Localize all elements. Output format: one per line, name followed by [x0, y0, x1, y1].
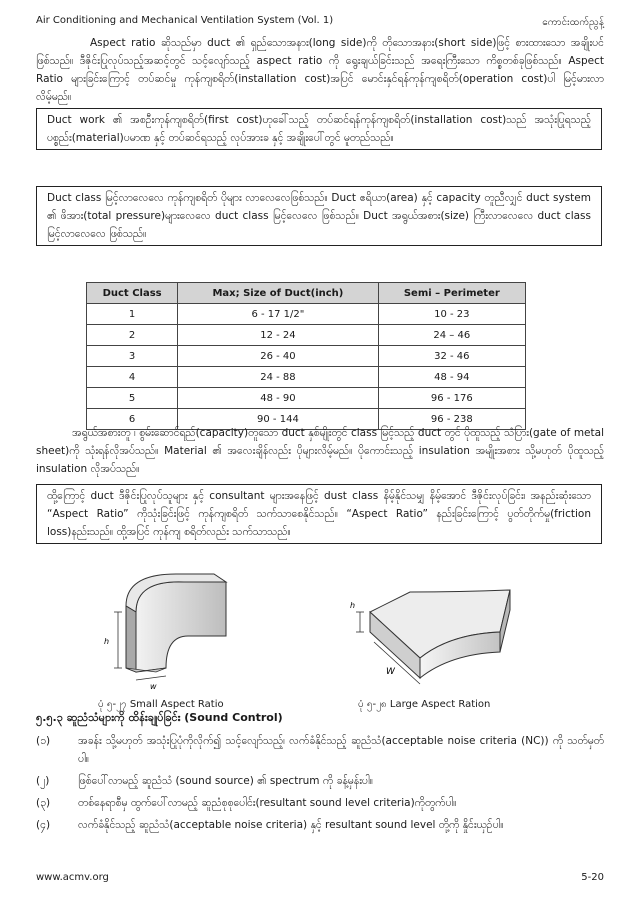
list-number: (၄) — [36, 819, 51, 831]
small-aspect-ratio-diagram — [92, 572, 242, 690]
list-text: အခန်း သို့မဟုတ် အသုံးပြုပုံကိုလိုက်၍ သင့်လျော်သည့်၊ လက်ခံနိုင်သည့် ဆူညံသံ(acceptable noise criteria (NC)) ကို သတ်မှတ်ပါ။ — [78, 735, 604, 765]
header-title: Air Conditioning and Mechanical Ventilation System (Vol. 1) — [36, 15, 334, 26]
list-text: လက်ခံနိုင်သည့် ဆူညံသံ(acceptable noise criteria) နှင့် resultant sound level တို့ကို နှိုင်းယှဉ်ပါ။ — [78, 819, 504, 831]
list-item — [36, 772, 604, 790]
cell: 26 - 40 — [178, 346, 378, 367]
cell: 5 — [87, 388, 178, 409]
cell: 3 — [87, 346, 178, 367]
cell: 1 — [87, 304, 178, 325]
footer-website: www.acmv.org — [36, 872, 109, 883]
width-label: w — [150, 682, 157, 690]
list-number: (၁) — [36, 735, 51, 747]
duct-class-table — [86, 282, 526, 430]
cell: 48 - 90 — [178, 388, 378, 409]
table-row — [87, 388, 526, 409]
cell: 10 - 23 — [378, 304, 525, 325]
figure-caption-large: ပုံ ၅-၂၈ Large Aspect Ration — [358, 699, 491, 710]
figure-caption-small: ပုံ ၅-၂၇ Small Aspect Ratio — [98, 699, 224, 710]
table-header-row — [87, 283, 526, 304]
list-item — [36, 794, 604, 812]
col-header: Semi – Perimeter — [378, 283, 525, 304]
header-author: ကောင်းထက်ညွန့် — [542, 17, 604, 28]
after-table-paragraph: အရွယ်အစားတူ ၊ စွမ်းဆောင်ရည်(capacity)တူသော duct နှစ်မျိုးတွင် class မြင့်သည့် duct တွင် ပိုထူသည့် သံပြား(gate of metal sheet)ကို သုံးရန်လိုအပ်သည်။ Material ၏ အလေးချိန်လည်း ပိုများလိမ့်မည်။ ပိုကောင်းသည့် insulation အမျိုးအစား သို့မဟုတ် ပိုထူသည့် insulation လိုအပ်သည်။ — [36, 427, 604, 475]
cell: 96 - 176 — [378, 388, 525, 409]
table-row — [87, 304, 526, 325]
note-box-aspect-ratio: ထို့ကြောင့် duct ဒီဇိုင်းပြုလုပ်သူများ နှင့် consultant များအနေဖြင့် dust class နိမ့်နိုင်သမျှ နိမ့်အောင် ဒီဇိုင်းလုပ်ခြင်း၊ အနည်းဆုံးသော “Aspect Ratio” ကိုသုံးခြင်းဖြင့် ကုန်ကျစရိတ် သက်သာစေနိုင်သည်။ “Aspect Ratio” နည်းခြင်းကြောင့် ပွတ်တိုက်မှု(friction loss)နည်းသည်။ ထို့အပြင် ကုန်ကျ စရိတ်လည်း သက်သာသည်။ — [36, 484, 602, 544]
intro-paragraph: Aspect ratio ဆိုသည်မှာ duct ၏ ရှည်သောအနား(long side)ကို တိုသောအနား(short side)ဖြင့် စားထားသော အချိုးပင်ဖြစ်သည်။ ဒီဇိုင်းပြုလုပ်သည့်အဆင့်တွင် သင့်လျော်သည့် aspect ratio ကို ရွေးချယ်ခြင်းသည် အရေးကြီးသော ကိစ္စတစ်ခုဖြစ်သည်။ Aspect Ratio များခြင်းကြောင့် တပ်ဆင်မှု ကုန်ကျစရိတ်(installation cost)အပြင် မောင်းနှင်ရန်ကုန်ကျစရိတ်(operation cost)ပါ မြင့်မားလာလိမ့်မည်။ — [36, 37, 604, 103]
height-label: h — [104, 637, 110, 646]
table-row — [87, 325, 526, 346]
table-row — [87, 346, 526, 367]
cell: 6 — [87, 409, 178, 430]
col-header: Duct Class — [87, 283, 178, 304]
large-aspect-ratio-diagram — [350, 582, 550, 686]
cell: 12 - 24 — [178, 325, 378, 346]
list-text: ဖြစ်ပေါ်လာမည့် ဆူညံသံ (sound source) ၏ spectrum ကို ခန့်မှန်းပါ။ — [78, 775, 373, 787]
height-label: h — [350, 601, 356, 610]
col-header: Max; Size of Duct(inch) — [178, 283, 378, 304]
list-number: (၃) — [36, 797, 51, 809]
list-text: တစ်နေရာစီမှ ထွက်ပေါ်လာမည့် ဆူညံစုစုပေါင်း(resultant sound level criteria)ကိုတွက်ပါ။ — [78, 797, 457, 809]
list-item — [36, 816, 604, 834]
cell: 24 - 88 — [178, 367, 378, 388]
cell: 4 — [87, 367, 178, 388]
note-box-first-cost: Duct work ၏ အစဦးကုန်ကျစရိတ်(first cost)ဟုခေါ်သည့် တပ်ဆင်ရန်ကုန်ကျစရိတ်(installation cost)သည် အသုံးပြုရသည့် ပစ္စည်း(material)ပမာဏ နှင့် တပ်ဆင်ရသည့် လုပ်အားခ နှင့် အချိုးပေါ်တွင် မူတည်သည်။ — [36, 108, 602, 150]
table-row — [87, 367, 526, 388]
cell: 6 - 17 1/2" — [178, 304, 378, 325]
section-title: ၅.၅.၃ ဆူညံသံများကို ထိန်းချုပ်ခြင်း (Sound Control) — [36, 711, 283, 724]
list-number: (၂) — [36, 775, 50, 787]
cell: 24 – 46 — [378, 325, 525, 346]
cell: 2 — [87, 325, 178, 346]
cell: 96 - 238 — [378, 409, 525, 430]
cell: 90 - 144 — [178, 409, 378, 430]
page-number: 5-20 — [581, 872, 604, 883]
cell: 32 - 46 — [378, 346, 525, 367]
list-item — [36, 732, 604, 768]
note-box-duct-class: Duct class မြင့်လာလေလေ ကုန်ကျစရိတ် ပိုများ လာလေလေဖြစ်သည်။ Duct ဧရိယာ(area) နှင့် capacity တူညီလျှင် duct system ၏ ဖိအား(total pressure)များလေလေ duct class မြင့်လေလေ ဖြစ်သည်။ Duct အရွယ်အစား(size) ကြီးလာလေလေ duct class မြင့်လာလေလေ ဖြစ်သည်။ — [36, 186, 602, 246]
width-label: W — [386, 667, 395, 677]
cell: 48 - 94 — [378, 367, 525, 388]
